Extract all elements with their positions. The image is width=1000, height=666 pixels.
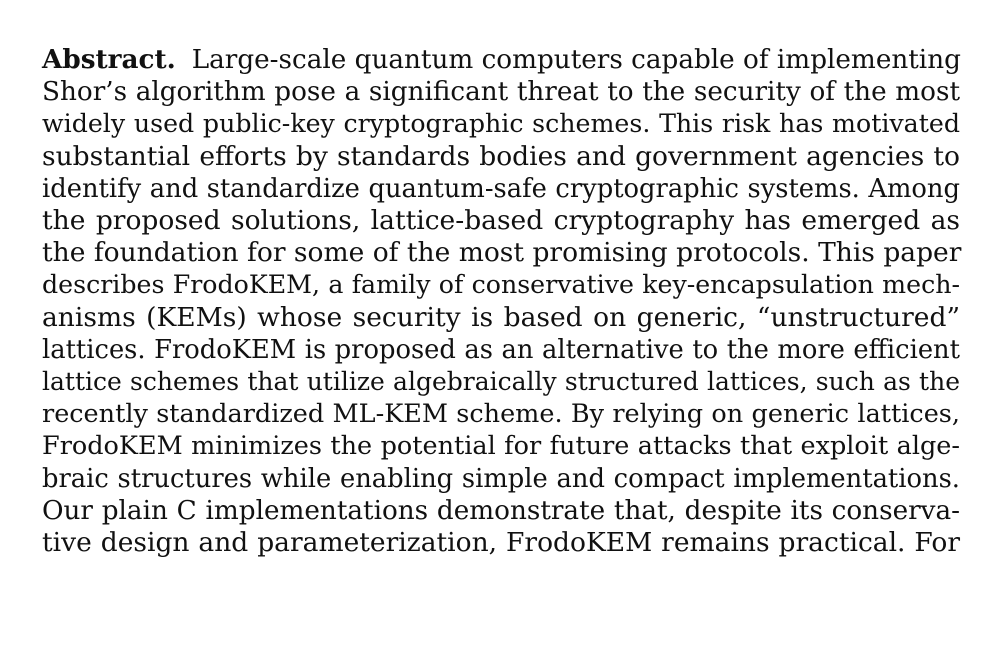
abstract-heading: Abstract. bbox=[42, 44, 176, 75]
abstract-line-15: Our plain C implementations demonstrate that, despite its conserva- bbox=[42, 495, 960, 526]
abstract-line-2: Shor’s algorithm pose a significant threat to the security of the most bbox=[42, 77, 960, 108]
abstract-line-12: recently standardized ML-KEM scheme. By relying on generic lattices, bbox=[42, 399, 960, 430]
abstract-line-10: lattices. FrodoKEM is proposed as an alternative to the more efficient bbox=[42, 334, 960, 365]
abstract-line-4: substantial efforts by standards bodies and government agencies to bbox=[42, 140, 960, 172]
abstract-paragraph bbox=[42, 44, 960, 559]
abstract-text: Large-scale quantum computers capable of implementing bbox=[191, 45, 961, 75]
abstract-line-16: tive design and parameterization, FrodoKEM remains practical. For bbox=[42, 527, 960, 559]
abstract-line-14: braic structures while enabling simple and compact implementations. bbox=[42, 463, 960, 494]
abstract-line-11: lattice schemes that utilize algebraically structured lattices, such as the bbox=[42, 367, 960, 397]
abstract-line-9: anisms (KEMs) whose security is based on generic, “unstructured” bbox=[42, 301, 960, 333]
abstract-line-8: describes FrodoKEM, a family of conservative key-encapsulation mech- bbox=[42, 270, 960, 300]
abstract-line-13: FrodoKEM minimizes the potential for future attacks that exploit alge- bbox=[42, 431, 960, 462]
abstract-line-6: the proposed solutions, lattice-based cryptography has emerged as bbox=[42, 205, 960, 237]
abstract-line-5: identify and standardize quantum-safe cryptographic systems. Among bbox=[42, 173, 960, 204]
abstract-line-3: widely used public-key cryptographic schemes. This risk has motivated bbox=[42, 109, 960, 139]
abstract-line-1 bbox=[42, 44, 960, 76]
abstract-line-7: the foundation for some of the most promising protocols. This paper bbox=[42, 237, 962, 269]
